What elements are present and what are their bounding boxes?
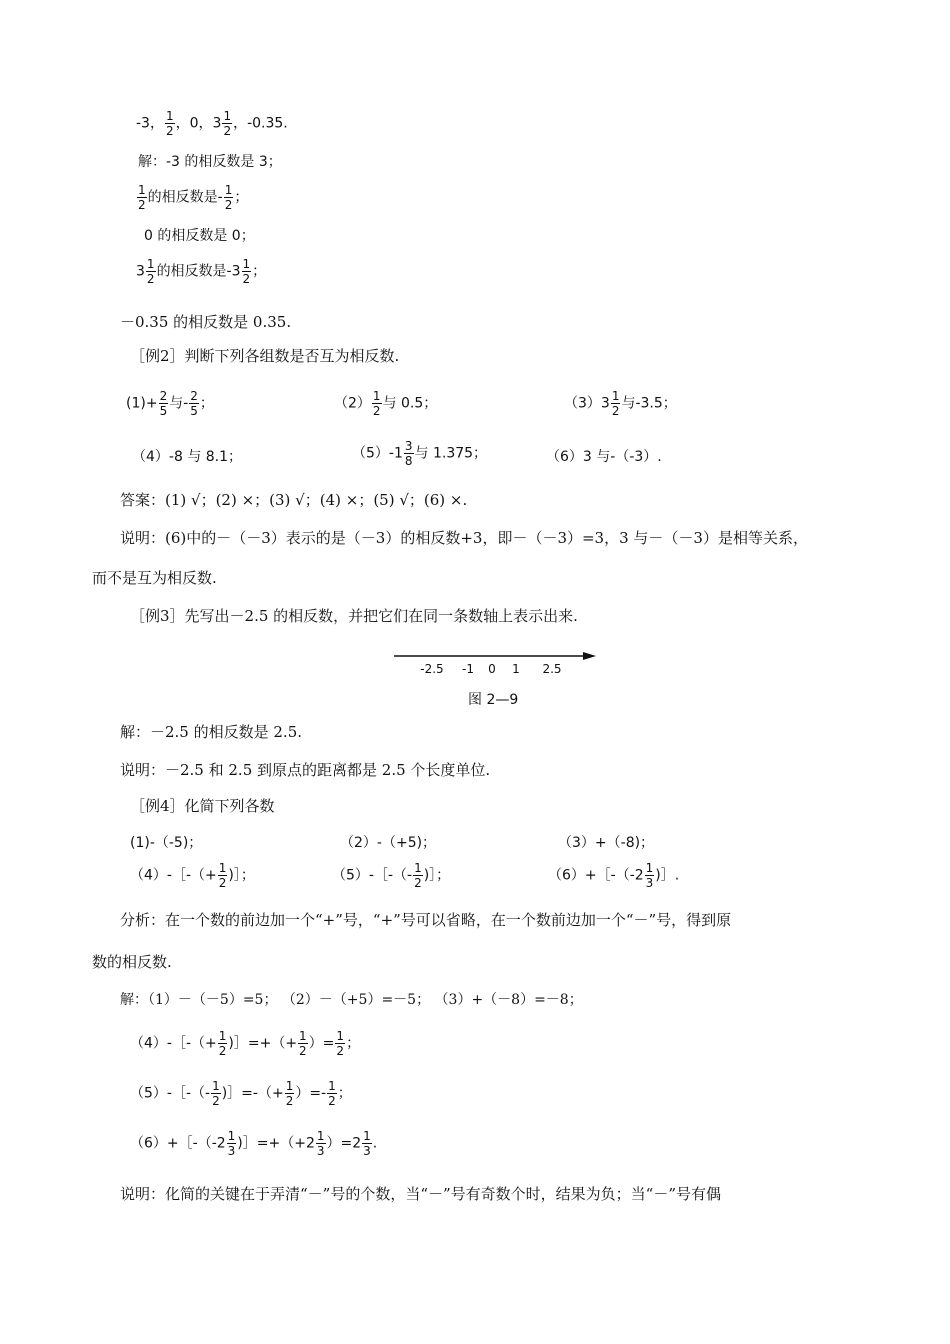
ex2-item-3: （3）3 $\frac{1}{2}$ 与-3.5； [564,389,677,418]
example3-note: 说明：－2.5 和 2.5 到原点的距离都是 2.5 个长度单位. [120,761,491,779]
solution-line1: 解：（1）－（－5）=5； （2）－（+5）=－5； （3）+（－8）=－8； [120,992,583,1008]
ex4-item-5: （5）-［-（- $\frac{1}{2}$ )］； [332,861,451,890]
ex2-item-4: （4）-8 与 8.1； [132,449,243,465]
ex2-item-6: （6）3 与-（-3）. [546,449,662,465]
half-opposite-line: $\frac{1}{2}$ 的相反数是- $\frac{1}{2}$ ； [138,183,249,212]
ex4-item-2: （2）-（+5)； [340,835,437,851]
example4-title: ［例4］化简下列各数 [130,797,275,815]
example2-title: ［例2］判断下列各组数是否互为相反数. [130,347,400,365]
analysis-line1: 分析：在一个数的前边加一个“+”号，“+”号可以省略，在一个数前边加一个“－”号，得到原 [120,911,732,929]
number-list: -3， $\frac{1}{2}$ ，0，3 $\frac{1}{2}$ ，-0.35. [136,109,288,138]
number-line-label: -2.5 [420,662,444,676]
ex4-item-3: （3）+（-8)； [558,835,655,851]
mixed-opposite-line: 3 $\frac{1}{2}$ 的相反数是-3 $\frac{1}{2}$ ； [136,257,267,286]
example2-note-line2: 而不是互为相反数. [92,569,217,587]
number-line-label: 2.5 [542,662,562,676]
analysis-line2: 数的相反数. [92,953,172,971]
number-line-label: 1 [512,662,520,676]
ex4-item-6: （6）+［-（-2 $\frac{1}{3}$ )］. [548,861,680,890]
final-note: 说明：化简的关键在于弄清“－”号的个数，当“－”号有奇数个时，结果为负；当“－”号有偶 [120,1185,722,1203]
ex4-item-4: （4）-［-（+ $\frac{1}{2}$ )］； [130,861,255,890]
solution-6: （6）+［-（-2 $\frac{1}{3}$ )］=+（+2 $\frac{1}{3}$ ）=2 $\frac{1}{3}$ . [130,1129,378,1158]
example3-title: ［例3］先写出－2.5 的相反数，并把它们在同一条数轴上表示出来. [130,607,578,625]
solution-4: （4）-［-（+ $\frac{1}{2}$ )］=+（+ $\frac{1}{2}$ ）= $\frac{1}{2}$ ； [130,1029,361,1058]
example2-note-line1: 说明：(6)中的－（－3）表示的是（－3）的相反数+3，即－（－3）=3，3 与－（－3）是相等关系， [120,529,808,547]
example3-solution: 解：－2.5 的相反数是 2.5. [120,723,303,741]
example2-answer: 答案：(1) √；(2) ×；(3) √；(4) ×；(5) √；(6) ×. [120,491,468,509]
number-line-label: 0 [488,662,496,676]
number-line-arrow [583,652,596,660]
ex4-item-1: (1)-（-5)； [130,835,203,851]
solution-intro: 解：-3 的相反数是 3； [138,154,282,170]
number-line-figure [390,646,600,678]
ex2-item-1: (1)+ $\frac{2}{5}$ 与- $\frac{2}{5}$ ； [126,389,214,418]
number-line-label: -1 [462,662,474,676]
neg035-line: －0.35 的相反数是 0.35. [120,313,292,331]
zero-opposite-line: 0 的相反数是 0； [144,228,255,244]
ex2-item-2: （2） $\frac{1}{2}$ 与 0.5； [334,389,438,418]
figure-caption: 图 2—9 [468,692,519,708]
ex2-item-5: （5）-1 $\frac{3}{8}$ 与 1.375； [352,439,488,468]
solution-5: （5）-［-（- $\frac{1}{2}$ )］=-（+ $\frac{1}{2}$ ）=- $\frac{1}{2}$ ； [130,1079,352,1108]
